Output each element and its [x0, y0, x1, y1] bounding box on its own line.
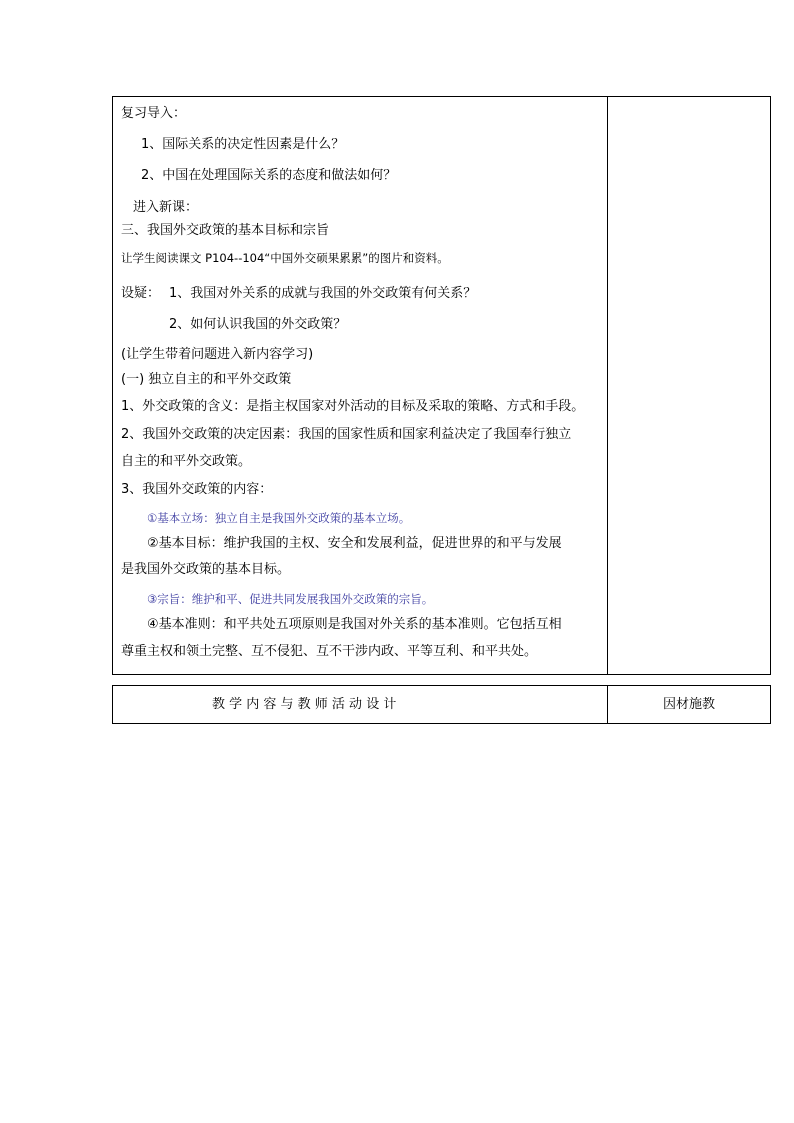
individualized-teaching-header: 因材施教 — [663, 697, 716, 712]
guiding-question-1: 1、我国对外关系的成就与我国的外交政策有何关系？ — [169, 286, 477, 301]
reading-instruction: 让学生阅读课文 P104--104“中国外交硕果累累”的图片和资料。 — [121, 251, 449, 265]
enter-new-lesson: 进入新课： — [133, 200, 199, 215]
teaching-design-header: 教 学 内 容 与 教 师 活 动 设 计 — [212, 697, 397, 712]
section-3-title: 三、我国外交政策的基本目标和宗旨 — [121, 223, 330, 238]
part-1-title: (一) 独立自主的和平外交政策 — [121, 372, 292, 387]
guiding-question-2: 2、如何认识我国的外交政策？ — [169, 317, 347, 332]
column-divider — [607, 97, 608, 674]
review-question-2: 2、中国在处理国际关系的态度和做法如何？ — [141, 168, 397, 183]
learning-note: (让学生带着问题进入新内容学习) — [121, 347, 314, 362]
point-2-line-2: 自主的和平外交政策。 — [121, 454, 252, 469]
content-item-2-line-1: ②基本目标：维护我国的主权、安全和发展利益，促进世界的和平与发展 — [147, 536, 562, 551]
content-item-3: ③宗旨：维护和平、促进共同发展我国外交政策的宗旨。 — [147, 592, 434, 606]
content-item-4-line-1: ④基本准则：和平共处五项原则是我国对外关系的基本准则。它包括互相 — [147, 617, 562, 632]
point-3: 3、我国外交政策的内容： — [121, 482, 273, 497]
column-divider — [607, 686, 608, 723]
point-2-line-1: 2、我国外交政策的决定因素：我国的国家性质和国家利益决定了我国奉行独立 — [121, 427, 572, 442]
review-intro: 复习导入： — [121, 106, 187, 121]
lesson-content-table — [112, 96, 771, 675]
point-1: 1、外交政策的含义：是指主权国家对外活动的目标及采取的策略、方式和手段。 — [121, 399, 585, 414]
content-item-2-line-2: 是我国外交政策的基本目标。 — [121, 562, 291, 577]
content-item-4-line-2: 尊重主权和领土完整、互不侵犯、互不干涉内政、平等互利、和平共处。 — [121, 644, 538, 659]
header-table — [112, 685, 771, 724]
review-question-1: 1、国际关系的决定性因素是什么？ — [141, 137, 345, 152]
question-label: 设疑： — [121, 286, 161, 301]
content-item-1: ①基本立场：独立自主是我国外交政策的基本立场。 — [147, 511, 411, 525]
